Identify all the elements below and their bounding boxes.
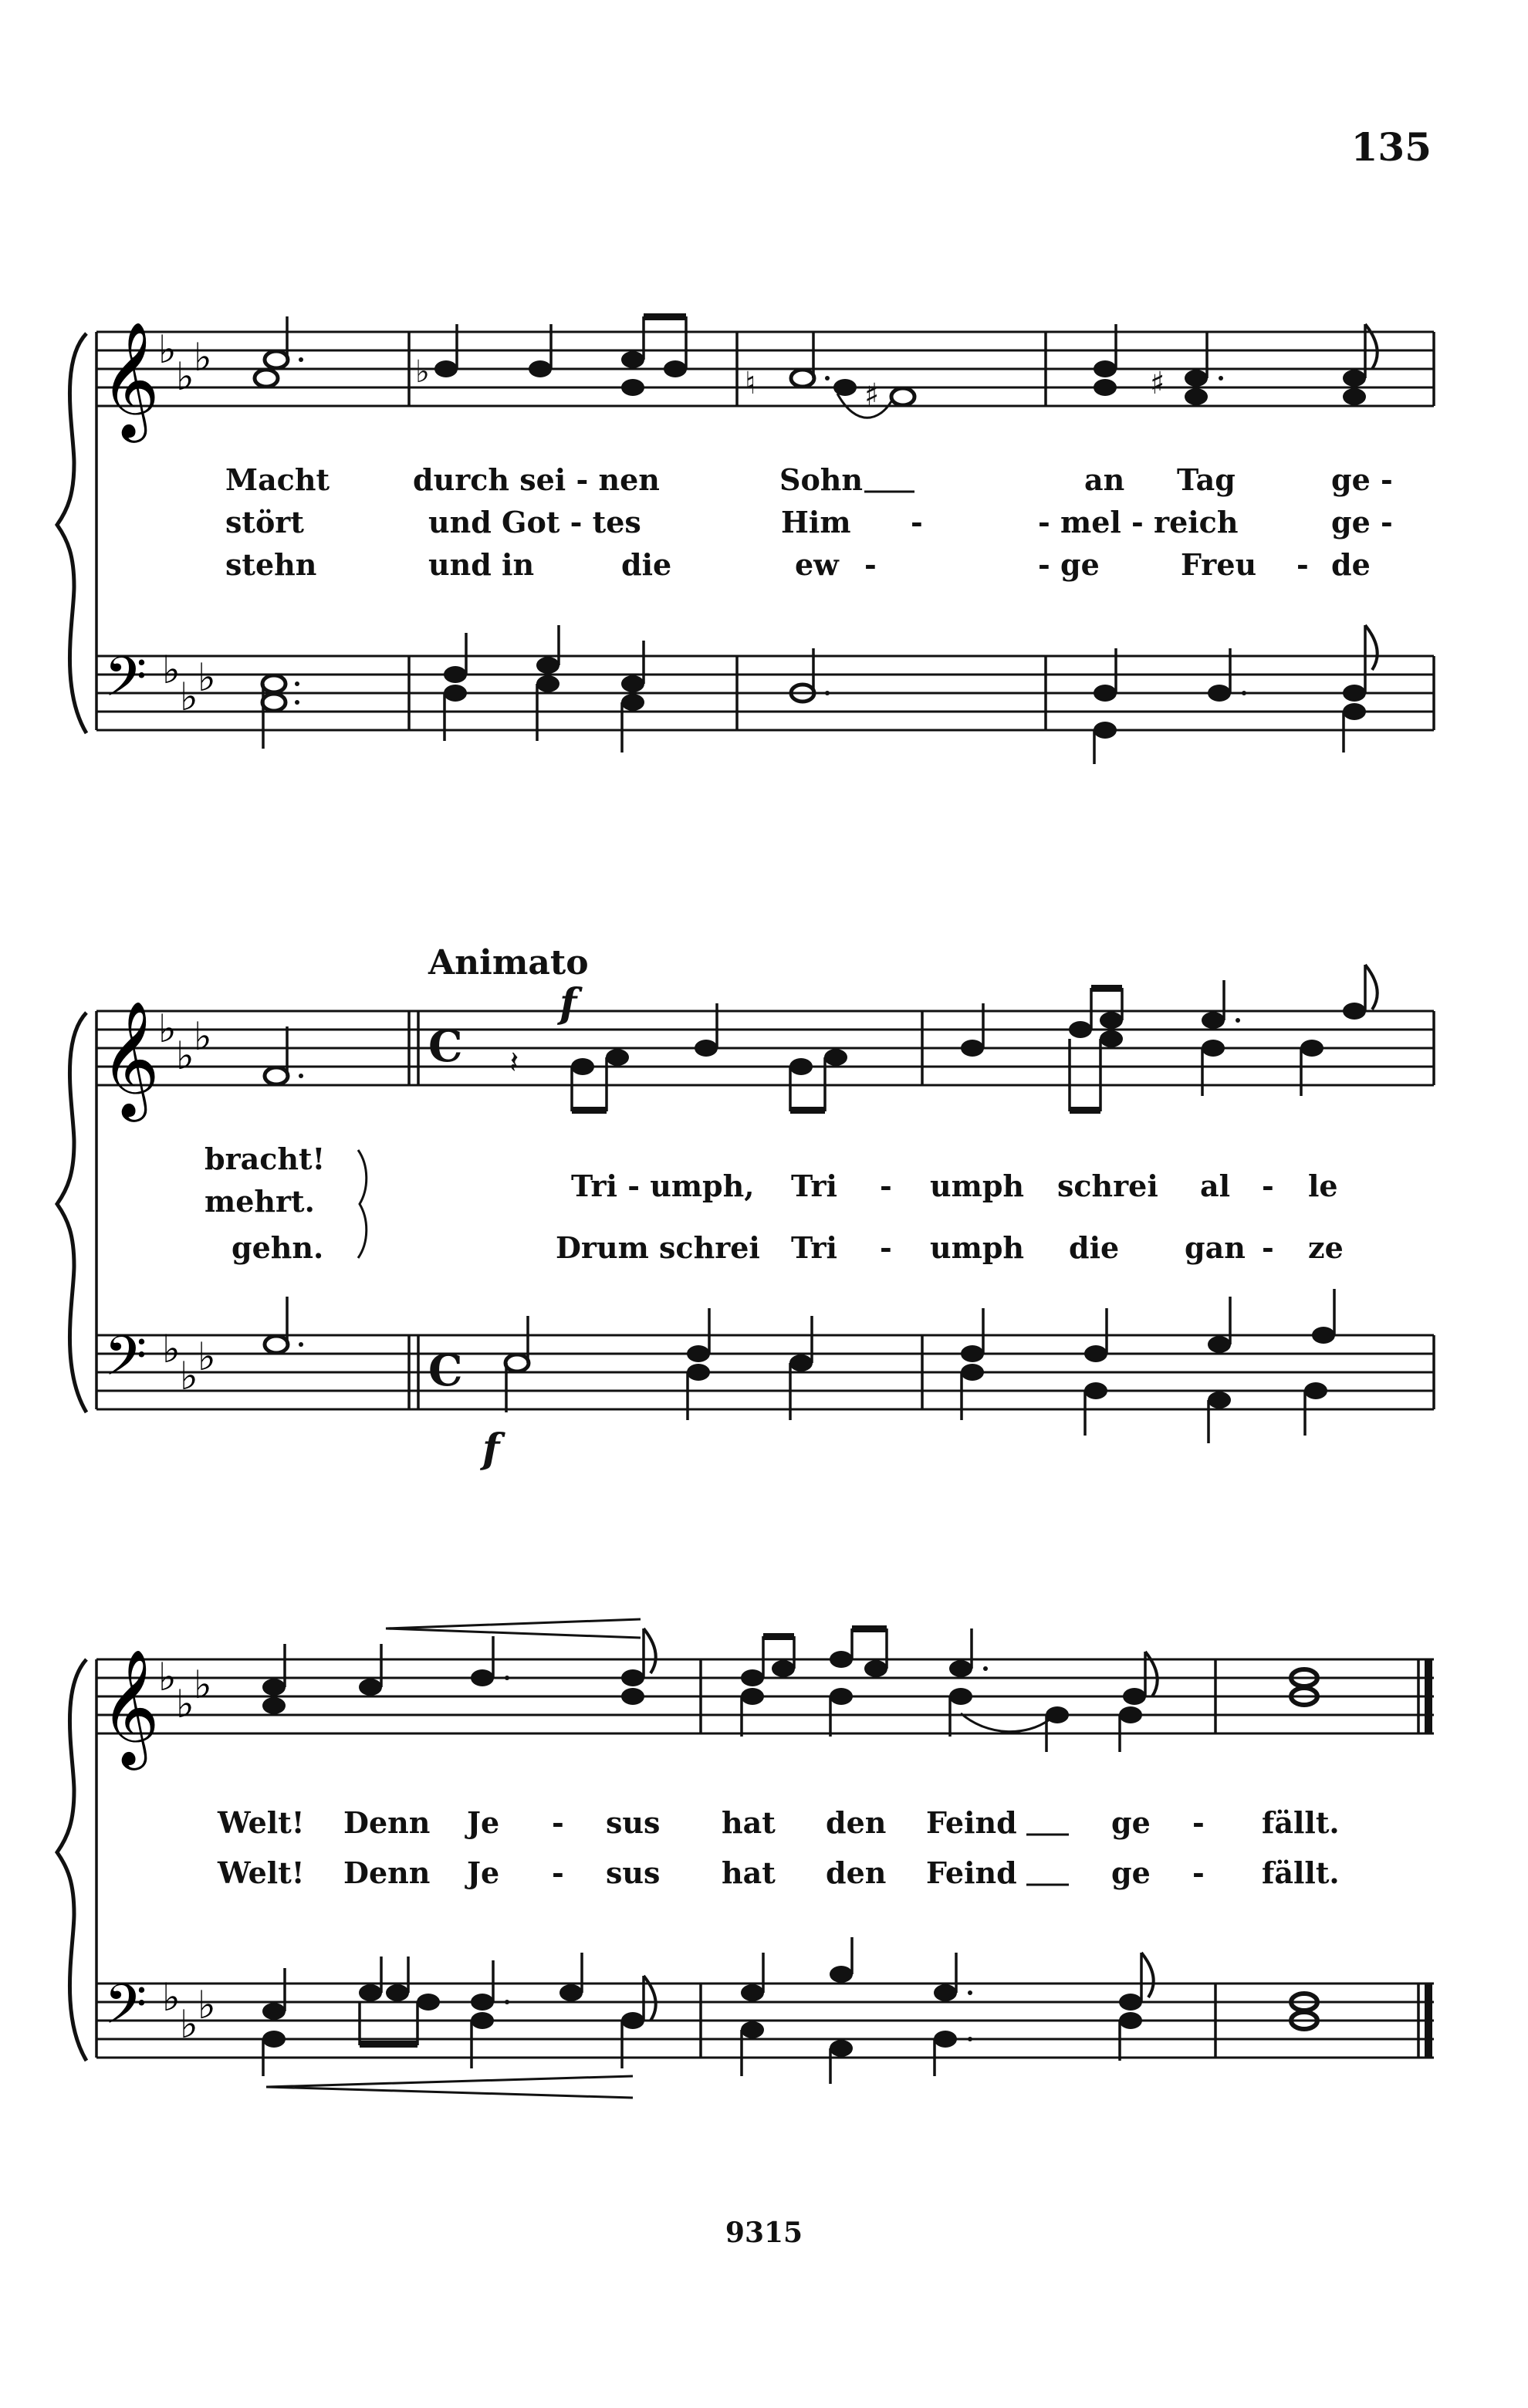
time-signature: C xyxy=(428,1345,463,1396)
lyric-syllable: an xyxy=(1084,462,1125,497)
bass-staff xyxy=(96,656,1434,730)
lyric-syllable: Feind xyxy=(926,1855,1017,1890)
svg-text:♭: ♭ xyxy=(162,1975,181,2020)
svg-text:♭: ♭ xyxy=(176,354,194,399)
svg-text:♭: ♭ xyxy=(158,327,177,372)
lyric-syllable: Denn xyxy=(343,1855,431,1890)
lyric-syllable: Feind xyxy=(926,1805,1017,1840)
lyrics-verse-2 xyxy=(217,1855,1340,1890)
lyric-syllable: ge - xyxy=(1331,462,1393,497)
lyric-syllable: - xyxy=(552,1805,564,1840)
treble-staff xyxy=(96,1011,1434,1085)
lyric-syllable: ze xyxy=(1308,1230,1344,1265)
treble-clef: 𝄞 xyxy=(100,1648,160,1765)
lyric-syllable: die xyxy=(621,547,672,582)
lyric-syllable: Welt! xyxy=(218,1805,305,1840)
bass-clef: 𝄢 xyxy=(104,1324,147,1402)
treble-staff xyxy=(96,1659,1434,1733)
treble-staff xyxy=(96,332,1434,406)
svg-text:♭: ♭ xyxy=(194,335,212,380)
svg-text:♭: ♭ xyxy=(415,354,430,390)
svg-text:𝄽: 𝄽 xyxy=(509,1045,519,1081)
verse-brace xyxy=(358,1150,367,1258)
lyrics-verse-2 xyxy=(225,505,1393,539)
notes xyxy=(265,1289,1335,1443)
lyrics-verse-1 xyxy=(225,462,1393,497)
lyric-syllable: - xyxy=(911,505,923,539)
svg-text:♭: ♭ xyxy=(198,1983,216,2028)
key-signature xyxy=(162,1975,216,2047)
lyric-syllable: - xyxy=(1262,1168,1274,1203)
lyric-syllable: Tag xyxy=(1177,462,1236,497)
lyric-syllable: und Got - tes xyxy=(428,505,641,539)
notes xyxy=(262,625,1378,764)
lyric-syllable: hat xyxy=(722,1855,776,1890)
page-number: 135 xyxy=(1351,124,1432,170)
svg-text:♭: ♭ xyxy=(198,1334,216,1379)
lyric-syllable: Him xyxy=(781,505,851,539)
treble-clef: 𝄞 xyxy=(100,320,160,438)
lyric-syllable: sus xyxy=(606,1855,661,1890)
lyrics-verse-2 xyxy=(205,1184,1344,1265)
svg-text:♭: ♭ xyxy=(176,1682,194,1727)
svg-text:♯: ♯ xyxy=(864,377,880,413)
svg-text:♮: ♮ xyxy=(745,366,756,401)
lyric-syllable: umph xyxy=(930,1168,1025,1203)
svg-text:♭: ♭ xyxy=(180,2002,198,2047)
crescendo-hairpin xyxy=(266,2076,633,2098)
treble-clef: 𝄞 xyxy=(100,999,160,1117)
lyric-syllable: Tri - umph, xyxy=(571,1168,755,1203)
time-signature: C xyxy=(428,1021,463,1072)
brace xyxy=(57,1659,86,2061)
svg-text:♭: ♭ xyxy=(180,1354,198,1398)
lyric-syllable: ge xyxy=(1111,1805,1151,1840)
bass-staff xyxy=(96,1335,1434,1409)
lyric-syllable: ge - xyxy=(1331,505,1393,539)
lyric-syllable: Je xyxy=(467,1805,500,1840)
svg-text:♯: ♯ xyxy=(1150,366,1165,401)
lyric-syllable: gehn. xyxy=(232,1230,324,1265)
lyrics-verse-1 xyxy=(217,1805,1340,1840)
lyric-syllable: den xyxy=(826,1805,887,1840)
bass-staff xyxy=(96,1984,1434,2058)
lyric-syllable: - ge xyxy=(1038,547,1100,582)
notes xyxy=(255,313,1378,418)
system-3 xyxy=(57,1619,1434,2098)
svg-text:♭: ♭ xyxy=(162,1327,181,1371)
lyric-syllable: - xyxy=(880,1168,892,1203)
lyric-syllable: schrei xyxy=(1057,1168,1158,1203)
lyric-syllable: - xyxy=(1296,547,1309,582)
lyric-syllable: - xyxy=(1192,1855,1205,1890)
system-1 xyxy=(57,313,1434,764)
lyric-syllable: ew xyxy=(795,547,839,582)
lyric-syllable: fällt. xyxy=(1262,1855,1340,1890)
lyric-syllable: mehrt. xyxy=(205,1184,315,1219)
svg-text:♭: ♭ xyxy=(162,648,181,692)
lyric-syllable: Welt! xyxy=(218,1855,305,1890)
lyric-syllable: Freu xyxy=(1181,547,1257,582)
lyrics-verse-3 xyxy=(225,547,1371,582)
crescendo-hairpin xyxy=(386,1619,641,1638)
lyric-syllable: Macht xyxy=(225,462,330,497)
lyric-syllable: Sohn xyxy=(779,462,864,497)
plate-number: 9315 xyxy=(725,2217,803,2249)
brace xyxy=(57,333,86,733)
lyric-syllable: den xyxy=(826,1855,887,1890)
lyric-syllable: Drum schrei xyxy=(556,1230,760,1265)
svg-text:♭: ♭ xyxy=(158,1006,177,1051)
lyric-syllable: umph xyxy=(930,1230,1025,1265)
lyric-syllable: al xyxy=(1200,1168,1231,1203)
lyric-syllable: Tri xyxy=(791,1168,837,1203)
lyric-syllable: Denn xyxy=(343,1805,431,1840)
dynamic-forte: f xyxy=(482,1426,500,1473)
svg-text:♭: ♭ xyxy=(194,1662,212,1707)
brace xyxy=(57,1013,86,1412)
notes xyxy=(262,1937,1317,2084)
lyrics-verse-1 xyxy=(205,1141,1338,1203)
lyric-syllable: hat xyxy=(722,1805,776,1840)
dynamic-forte: f xyxy=(559,980,577,1027)
system-2 xyxy=(57,943,1434,1473)
lyric-syllable: gan xyxy=(1185,1230,1246,1265)
lyric-syllable: - xyxy=(880,1230,892,1265)
lyric-syllable: - xyxy=(552,1855,564,1890)
lyric-syllable: de xyxy=(1331,547,1371,582)
lyric-syllable: ge xyxy=(1111,1855,1151,1890)
svg-text:♭: ♭ xyxy=(176,1033,194,1078)
lyric-syllable: - xyxy=(1192,1805,1205,1840)
lyric-syllable: die xyxy=(1069,1230,1120,1265)
lyric-syllable: fällt. xyxy=(1262,1805,1340,1840)
svg-text:♭: ♭ xyxy=(158,1655,177,1699)
bass-clef: 𝄢 xyxy=(104,645,147,722)
key-signature xyxy=(162,1327,216,1398)
lyric-syllable: - xyxy=(864,547,877,582)
svg-text:♭: ♭ xyxy=(198,655,216,700)
lyric-syllable: stehn xyxy=(225,547,317,582)
lyric-syllable: le xyxy=(1308,1168,1338,1203)
bass-clef: 𝄢 xyxy=(104,1973,147,2050)
svg-text:♭: ♭ xyxy=(194,1014,212,1059)
lyric-syllable: stört xyxy=(225,505,304,539)
lyric-syllable: durch sei - nen xyxy=(413,462,660,497)
lyric-syllable: sus xyxy=(606,1805,661,1840)
svg-text:♭: ♭ xyxy=(180,675,198,719)
lyric-syllable: - xyxy=(1262,1230,1274,1265)
lyrics-verse-3 xyxy=(232,1230,323,1265)
key-signature xyxy=(162,648,216,719)
lyric-syllable: Je xyxy=(467,1855,500,1890)
lyric-syllable: Tri xyxy=(791,1230,837,1265)
lyric-syllable: bracht! xyxy=(205,1141,326,1176)
lyric-syllable: und in xyxy=(428,547,535,582)
lyric-syllable: - mel - reich xyxy=(1038,505,1239,539)
tempo-marking: Animato xyxy=(428,943,589,982)
